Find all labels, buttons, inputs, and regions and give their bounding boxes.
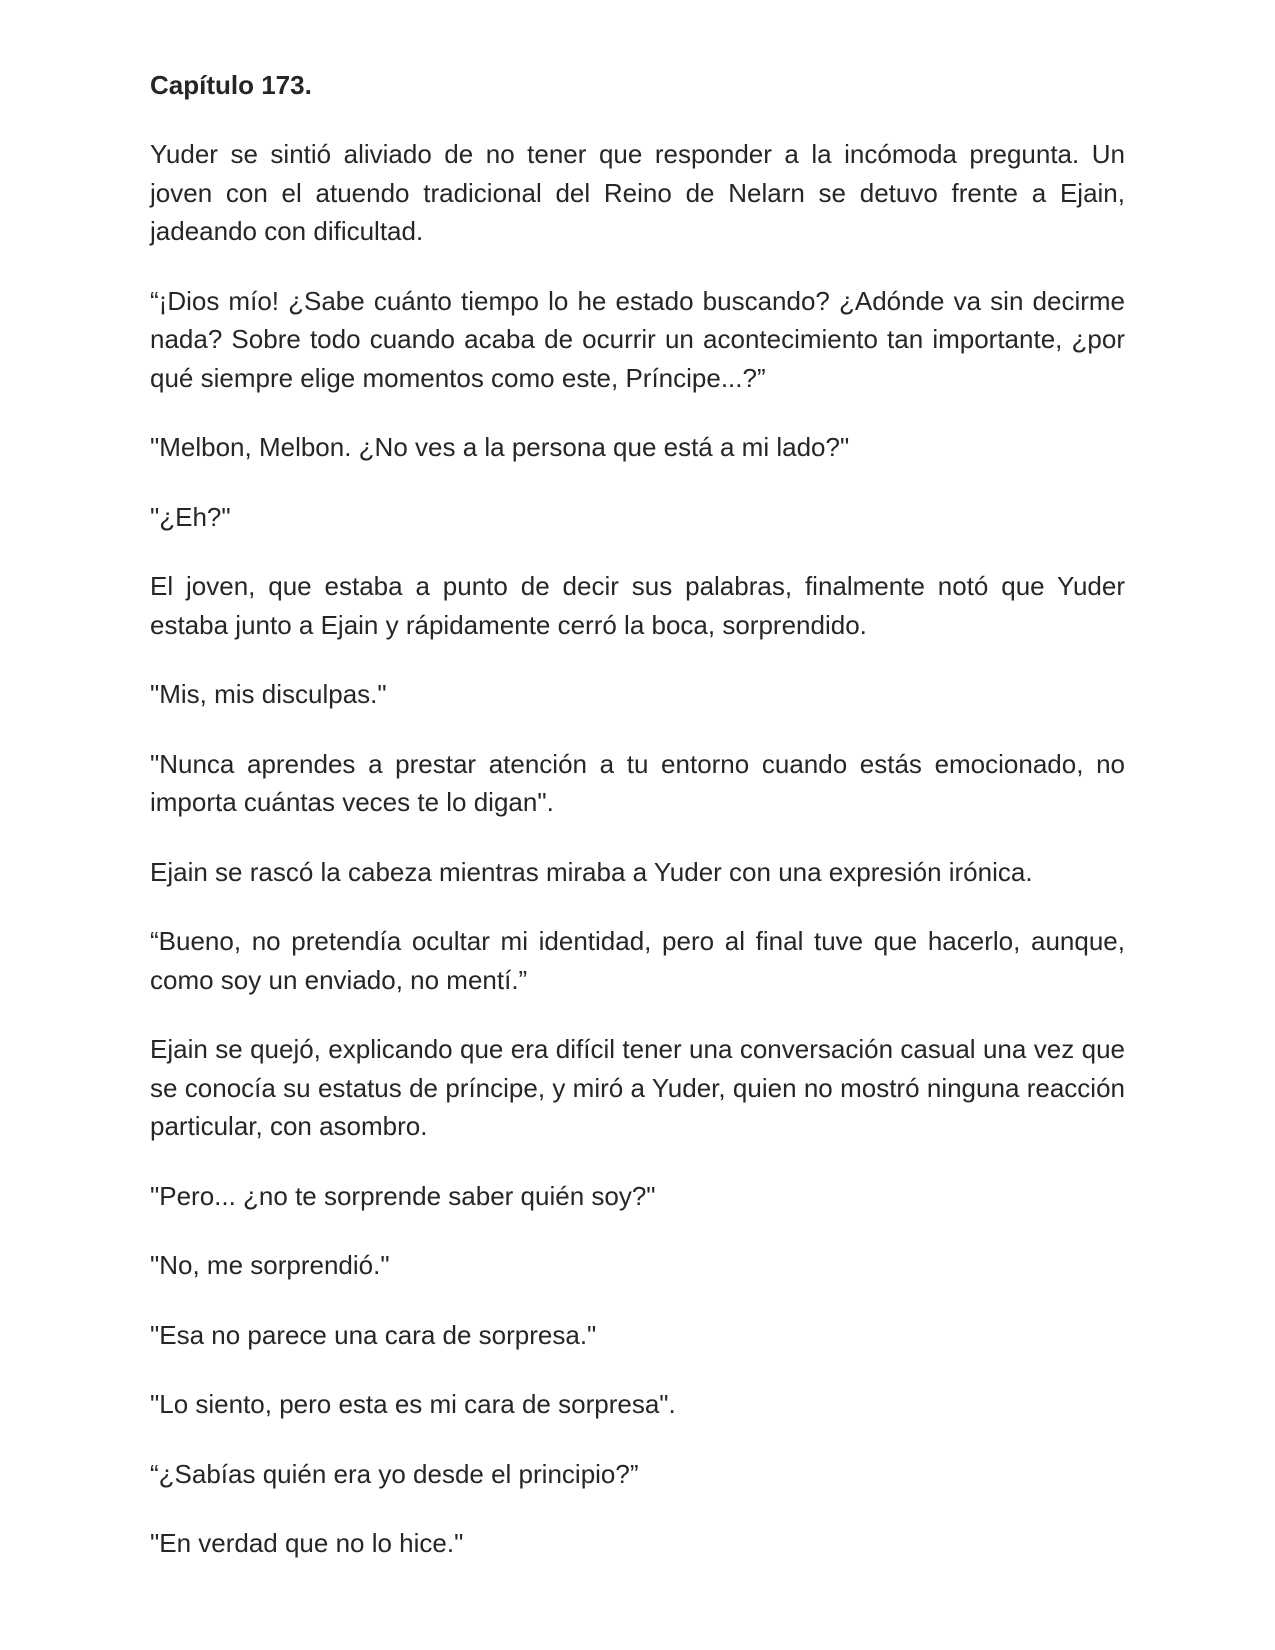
paragraph: "Mis, mis disculpas." [150,679,387,709]
paragraph: Ejain se rascó la cabeza mientras miraba a Yuder con una expresión irónica. [150,856,1033,887]
paragraph: El joven, que estaba a punto de decir sus palabras, finalmente notó que Yuder estaba junto a Ejain y rápidamente cerró la boca, sorprendido. [150,571,1125,640]
paragraph: “¡Dios mío! ¿Sabe cuánto tiempo lo he estado buscando? ¿Adónde va sin decirme nada? Sobre todo cuando acaba de ocurrir un acontecimiento tan importante, ¿por qué siempre elige momentos como este, Príncipe...?” [150,285,1125,393]
paragraph: "Lo siento, pero esta es mi cara de sorpresa". [150,1389,676,1419]
paragraph: "En verdad que no lo hice." [150,1528,464,1558]
paragraph: "No, me sorprendió." [150,1250,390,1280]
paragraph: "Melbon, Melbon. ¿No ves a la persona que está a mi lado?" [150,432,850,462]
paragraph: "Nunca aprendes a prestar atención a tu entorno cuando estás emocionado, no importa cuántas veces te lo digan". [150,748,1125,817]
paragraph: “Bueno, no pretendía ocultar mi identidad, pero al final tuve que hacerlo, aunque, como soy un enviado, no mentí.” [150,926,1125,995]
paragraph: Ejain se quejó, explicando que era difícil tener una conversación casual una vez que se conocía su estatus de príncipe, y miró a Yuder, quien no mostró ninguna reacción particular, con asombro. [150,1034,1125,1141]
paragraph: "Esa no parece una cara de sorpresa." [150,1319,597,1350]
chapter-title: Capítulo 173. [150,70,312,100]
document-page [150,66,1125,1594]
paragraph: Yuder se sintió aliviado de no tener que responder a la incómoda pregunta. Un joven con el atuendo tradicional del Reino de Nelarn se detuvo frente a Ejain, jadeando con dificultad. [150,139,1125,246]
paragraph: "¿Eh?" [150,501,231,532]
paragraph: “¿Sabías quién era yo desde el principio?” [150,1458,639,1489]
paragraph: "Pero... ¿no te sorprende saber quién soy?" [150,1180,656,1211]
